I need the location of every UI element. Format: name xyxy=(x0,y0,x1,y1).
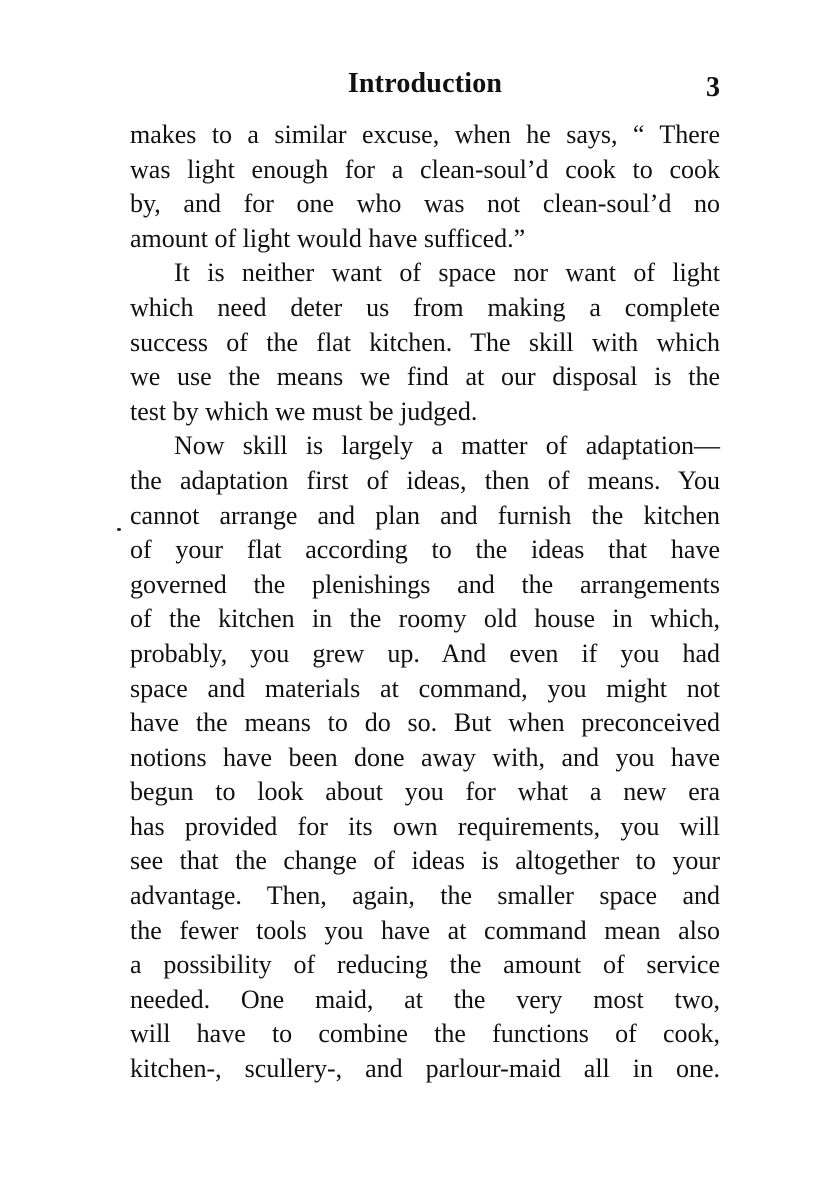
running-head xyxy=(130,68,720,108)
text-line: which need deter us from making a complete xyxy=(130,292,720,322)
text-line: space and materials at command, you might not xyxy=(130,673,720,703)
text-line: needed. One maid, at the very most two, xyxy=(130,984,720,1014)
text-line: success of the flat kitchen. The skill with which xyxy=(130,327,720,357)
text-line: probably, you grew up. And even if you had xyxy=(130,638,720,668)
chapter-title: Introduction xyxy=(347,68,503,99)
text-line: of your flat according to the ideas that have xyxy=(130,535,720,565)
print-speck xyxy=(117,528,121,531)
body-text xyxy=(130,118,720,1087)
text-line: the fewer tools you have at command mean also xyxy=(130,915,720,945)
text-line: advantage. Then, again, the smaller space and xyxy=(130,881,720,911)
text-line: by, and for one who was not clean-soul’d no xyxy=(130,189,720,219)
text-line: the adaptation first of ideas, then of means. You xyxy=(130,465,720,495)
text-line: begun to look about you for what a new era xyxy=(130,777,720,807)
text-line: amount of light would have sufficed.” xyxy=(130,223,526,253)
text-line: a possibility of reducing the amount of service xyxy=(130,950,720,980)
text-line: cannot arrange and plan and furnish the kitchen xyxy=(130,500,720,530)
text-line: will have to combine the functions of cook, xyxy=(130,1019,720,1049)
text-line: was light enough for a clean-soul’d cook to cook xyxy=(130,154,720,184)
text-line: It is neither want of space nor want of light xyxy=(174,258,720,288)
text-line: has provided for its own requirements, you will xyxy=(130,811,720,841)
text-line: makes to a similar excuse, when he says, “ There xyxy=(130,120,720,149)
text-line: Now skill is largely a matter of adaptation— xyxy=(174,431,720,461)
text-line: kitchen-, scullery-, and parlour-maid all in one. xyxy=(130,1054,720,1084)
text-line: we use the means we find at our disposal is the xyxy=(130,362,720,392)
text-line: of the kitchen in the roomy old house in which, xyxy=(130,604,720,634)
text-line: see that the change of ideas is altogether to your xyxy=(130,846,720,876)
text-line: have the means to do so. But when preconceived xyxy=(130,708,720,738)
page-number: 3 xyxy=(706,72,720,103)
text-line: governed the plenishings and the arrangements xyxy=(130,569,720,599)
text-line: notions have been done away with, and you have xyxy=(130,742,720,772)
text-line: test by which we must be judged. xyxy=(130,396,478,426)
